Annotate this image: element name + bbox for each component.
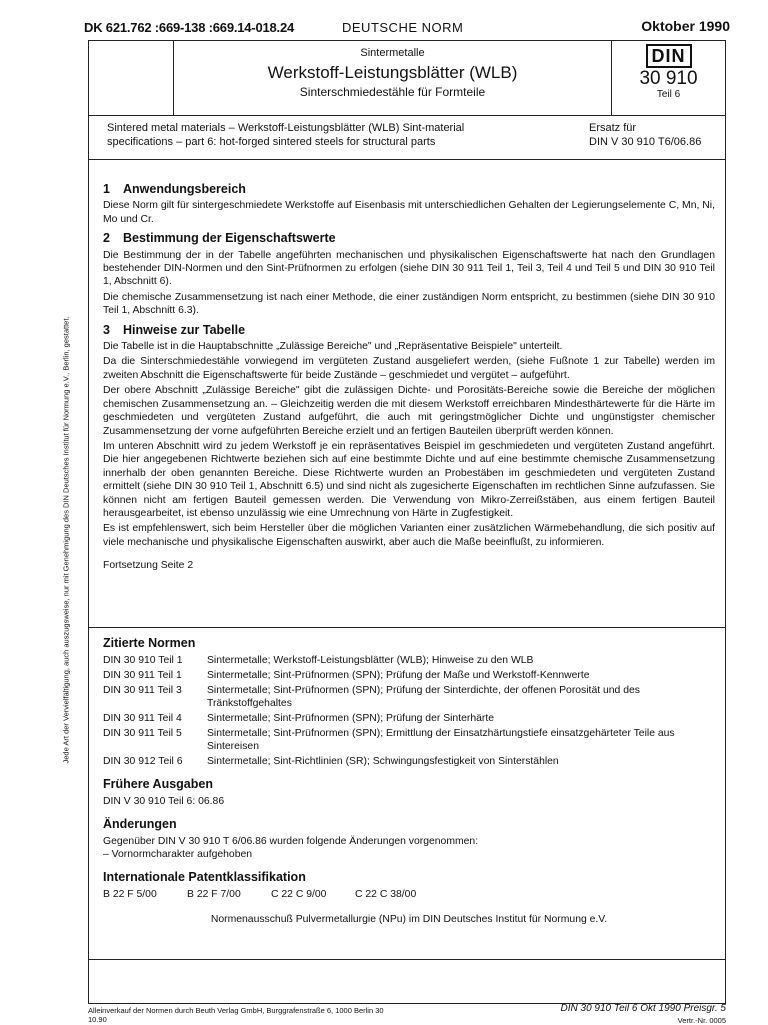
standard-number: 30 910 — [639, 68, 698, 89]
paragraph: Die Tabelle ist in die Hauptabschnitte „Zulässige Bereiche" und „Repräsentative Beispiele" unterteilt. — [103, 341, 563, 353]
page-frame — [88, 40, 726, 1004]
paragraph: Im unteren Abschnitt wird zu jedem Werkstoff je ein repräsentatives Beispiel im geschmiedeten und vergüteten Zustand angeführt. Die hier angegebenen Richtwerte beziehen sich auf eine bestimmte Dichte und auf eine bestimmte chemische Zusammensetzung innerhalb der oben genannten Bereiche. Diese Richtwerte wurden an Probestäben im geschmiedeten und vergüteten Zustand ermittelt (siehe DIN 30 910 Teil 1, Abschnitt 6.5) und sind nicht als zugesicherte Eigenschaften im rechtlichen Sinne aufzufassen. Sie können nicht am fertigen Bauteil gemessen werden. Die Verwendung von Mikro-Zerreißstäben, aus einem fertigen Bauteil herausgearbeitet, ist ebenso unzulässig wie eine Umrechnung von Härte in Zugfestigkeit. — [103, 440, 715, 519]
english-title: Sintered metal materials – Werkstoff-Leistungsblätter (WLB) Sint-material specifications – part 6: hot-forged sintered steels for structural parts — [107, 122, 465, 148]
cited-standards-heading: Zitierte Normen — [103, 636, 196, 650]
section-heading: 2 Bestimmung der Eigenschaftswerte — [103, 231, 336, 246]
list-item: DIN 30 910 Teil 1 Sintermetalle; Werkstoff-Leistungsblätter (WLB); Hinweise zu den WLB — [103, 655, 534, 666]
patent-class: C 22 C 38/00 — [355, 889, 417, 900]
divider — [89, 959, 725, 960]
print-code: 10.90 — [88, 1015, 107, 1024]
document-subtitle: Sinterschmiedestähle für Formteile — [299, 85, 486, 99]
main-body — [103, 177, 715, 575]
copyright-side-note — [60, 260, 72, 820]
list-item: DIN 30 911 Teil 4 Sintermetalle; Sint-Prüfnormen (SPN); Prüfung der Sinterhärte — [103, 713, 495, 724]
section-heading: 3 Hinweise zur Tabelle — [103, 322, 246, 337]
dk-classification: DK 621.762 :669-138 :669.14-018.24 — [84, 20, 295, 35]
replacement-info — [589, 121, 719, 149]
ersatz-value: DIN V 30 910 T6/06.86 — [589, 136, 702, 148]
continuation-note: Fortsetzung Seite 2 — [103, 560, 194, 572]
patent-class: C 22 C 9/00 — [271, 889, 327, 900]
changes-text: Gegenüber DIN V 30 910 T 6/06.86 wurden folgende Änderungen vorgenommen: — [103, 836, 479, 847]
section-heading: 1 Anwendungsbereich — [103, 182, 246, 196]
paragraph: Es ist empfehlenswert, sich beim Hersteller über die möglichen Varianten einer zusätzlichen Wärmebehandlung, die sich positiv auf viele mechanische und physikalische Eigenschaften auswirkt, aber auch die Maße beeinflußt, zu informieren. — [103, 523, 715, 548]
title-block-left — [89, 41, 174, 115]
ersatz-label: Ersatz für — [589, 122, 637, 134]
patent-heading: Internationale Patentklassifikation — [103, 870, 306, 884]
top-line — [84, 20, 730, 38]
sales-number: Vertr.-Nr. 0005 — [677, 1016, 726, 1025]
paragraph: Da die Sinterschmiedestähle vorwiegend im vergüteten Zustand ausgeliefert werden, (siehe Fußnote 1 zur Tabelle) werden im zweiten Abschnitt die Eigenschaftswerte für beide Zustände – geschmiedet und vergütet – aufgeführt. — [103, 356, 715, 381]
paragraph: Diese Norm gilt für sintergeschmiedete Werkstoffe auf Eisenbasis mit unterschiedlichen Gehalten der Legierungselemente C, Mn, Ni, Mo und Cr. — [103, 200, 715, 225]
changes-heading: Änderungen — [103, 817, 177, 831]
previous-editions-heading: Frühere Ausgaben — [103, 777, 213, 791]
din-logo: DIN — [646, 44, 692, 68]
changes-item: – Vornormcharakter aufgehoben — [103, 849, 253, 860]
list-item: DIN 30 911 Teil 3 Sintermetalle; Sint-Prüfnormen (SPN); Prüfung der Sinterdichte, der offenen Porosität und des Tränkstoffgehaltes — [103, 685, 640, 709]
publisher-note: Alleinverkauf der Normen durch Beuth Verlag GmbH, Burggrafenstraße 6, 1000 Berlin 30 — [88, 1006, 384, 1015]
document-title: Werkstoff-Leistungsblätter (WLB) — [267, 63, 518, 82]
committee-note: Normenausschuß Pulvermetallurgie (NPu) im DIN Deutsches Institut für Normung e.V. — [210, 914, 608, 925]
list-item: DIN 30 911 Teil 5 Sintermetalle; Sint-Prüfnormen (SPN); Ermittlung der Einsatzhärtungstiefe einsatzgehärteter Teile aus Sintereisen — [103, 728, 675, 752]
paragraph: Der obere Abschnitt „Zulässige Bereiche" gibt die zulässigen Dichte- und Porositäts-Bereiche sowie die Bereiche der möglichen chemischen Zusammensetzung an. – Gleichzeitig werden die mit diesem Werkstoff erreichbaren Mindesthärtewerte für die Härte im geschmiedeten und vergüteten Zustand aufgeführt, die auch mit geringstmöglicher Dichte und ungünstigster chemischer Zusammensetzung der vorne aufgeführten Bereiche erzielt und an fertigen Bauteilen überprüft werden können. — [103, 385, 715, 437]
paragraph: Die chemische Zusammensetzung ist nach einer Methode, die einer zuständigen Norm entspricht, zu bestimmen (siehe DIN 30 910 Teil 1, Abschnitt 6.3). — [103, 291, 715, 317]
title-block-right — [612, 41, 725, 115]
standard-part: Teil 6 — [656, 89, 681, 100]
footer-left — [88, 1006, 384, 1024]
references-block — [103, 637, 715, 926]
divider — [89, 159, 725, 160]
title-block-center — [174, 41, 612, 115]
patent-classes — [103, 888, 715, 901]
divider — [89, 627, 725, 628]
side-note-text: Jede Art der Vervielfältigung, auch auszugsweise, nur mit Genehmigung des DIN Deutsches Institut für Normung e.V., Berlin, gestattet. — [61, 316, 71, 764]
subject: Sintermetalle — [360, 47, 425, 59]
paragraph: Die Bestimmung der in der Tabelle angeführten mechanischen und physikalischen Eigenschaftswerte hat nach den Grundlagen bestehender DIN-Normen und den Sint-Prüfnormen zu erfolgen (siehe DIN 30 911 Teil 1, Teil 3, Teil 4 und Teil 5 und DIN 30 910 Teil 1, Abschnitt 6). — [103, 249, 715, 288]
norm-type: DEUTSCHE NORM — [342, 20, 464, 35]
list-item: DIN 30 912 Teil 6 Sintermetalle; Sint-Richtlinien (SR); Schwingungsfestigkeit von Sinterstählen — [103, 756, 559, 767]
previous-editions-text: DIN V 30 910 Teil 6: 06.86 — [103, 796, 225, 807]
list-item: DIN 30 911 Teil 1 Sintermetalle; Sint-Prüfnormen (SPN); Prüfung der Maße und Werkstoff-Kennwerte — [103, 670, 590, 681]
title-block — [89, 41, 725, 116]
patent-class: B 22 F 5/00 — [103, 889, 157, 900]
footer-reference: DIN 30 910 Teil 6 Okt 1990 Preisgr. 5 — [560, 1003, 726, 1014]
patent-class: B 22 F 7/00 — [187, 889, 241, 900]
issue-date: Oktober 1990 — [641, 18, 730, 34]
